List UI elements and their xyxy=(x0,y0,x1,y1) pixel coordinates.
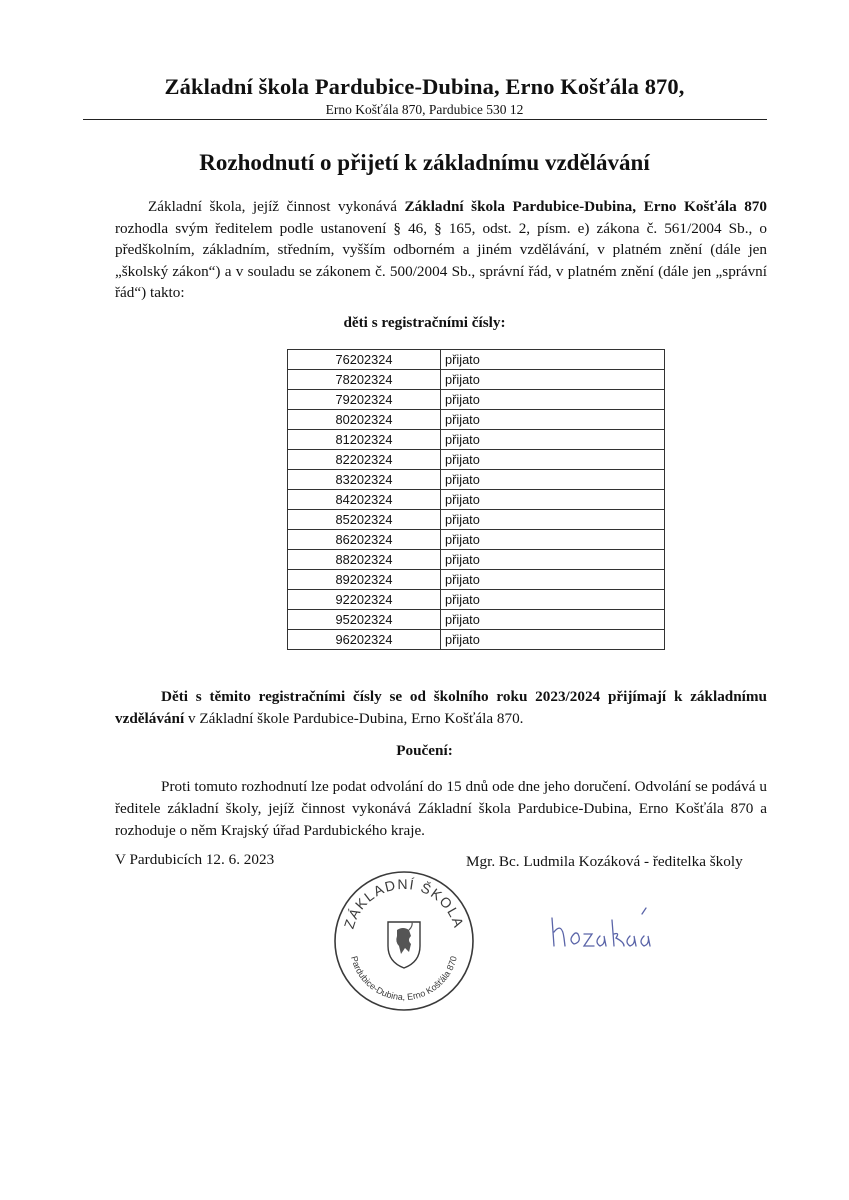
registration-status: přijato xyxy=(441,550,665,570)
registration-status: přijato xyxy=(441,450,665,470)
registration-status: přijato xyxy=(441,630,665,650)
registration-row xyxy=(288,530,665,550)
registration-status: přijato xyxy=(441,470,665,490)
school-stamp xyxy=(333,870,475,1012)
registration-status: přijato xyxy=(441,390,665,410)
registration-number: 82202324 xyxy=(288,450,441,470)
registration-number: 96202324 xyxy=(288,630,441,650)
registration-row xyxy=(288,510,665,530)
school-address: Erno Košťála 870, Pardubice 530 12 xyxy=(325,102,524,117)
registration-row xyxy=(288,470,665,490)
registration-status: přijato xyxy=(441,490,665,510)
registration-row xyxy=(288,410,665,430)
registration-number: 86202324 xyxy=(288,530,441,550)
coat-of-arms-icon xyxy=(388,922,420,968)
school-name-heading: Základní škola Pardubice-Dubina, Erno Košťála 870, xyxy=(164,74,685,99)
registration-status: přijato xyxy=(441,590,665,610)
stamp-top-text: ZÁKLADNÍ ŠKOLA xyxy=(340,875,468,931)
appeal-paragraph xyxy=(115,776,767,842)
registration-status: přijato xyxy=(441,570,665,590)
registration-number: 80202324 xyxy=(288,410,441,430)
registration-row xyxy=(288,350,665,370)
registration-number: 85202324 xyxy=(288,510,441,530)
registration-status: přijato xyxy=(441,530,665,550)
registration-row xyxy=(288,390,665,410)
registration-number: 81202324 xyxy=(288,430,441,450)
registration-row xyxy=(288,490,665,510)
intro-paragraph xyxy=(115,196,767,304)
registration-status: přijato xyxy=(441,370,665,390)
registration-number: 92202324 xyxy=(288,590,441,610)
registration-row xyxy=(288,370,665,390)
registration-number: 76202324 xyxy=(288,350,441,370)
registration-status: přijato xyxy=(441,610,665,630)
signatory-name: Mgr. Bc. Ludmila Kozáková - ředitelka školy xyxy=(466,853,743,870)
registration-number: 83202324 xyxy=(288,470,441,490)
handwritten-signature xyxy=(544,896,704,956)
registration-number: 79202324 xyxy=(288,390,441,410)
registration-row xyxy=(288,550,665,570)
decision-paragraph xyxy=(115,686,767,730)
registration-row xyxy=(288,590,665,610)
registration-row xyxy=(288,430,665,450)
registration-number: 95202324 xyxy=(288,610,441,630)
intro-school-name: Základní škola Pardubice-Dubina, Erno Košťála 870 xyxy=(404,198,767,215)
registration-status: přijato xyxy=(441,410,665,430)
registration-number: 84202324 xyxy=(288,490,441,510)
place-and-date: V Pardubicích 12. 6. 2023 xyxy=(115,851,275,868)
document-title: Rozhodnutí o přijetí k základnímu vzdělávání xyxy=(199,150,650,175)
registration-status: přijato xyxy=(441,350,665,370)
registration-row xyxy=(288,570,665,590)
decision-bold-text: Děti s těmito registračními čísly se od školního roku 2023/2024 přijímají k základnímu vzdělávání xyxy=(115,688,767,727)
decision-rest-text: v Základní škole Pardubice-Dubina, Erno Košťála 870. xyxy=(184,710,524,727)
instruction-heading: Poučení: xyxy=(396,742,453,759)
stamp-bottom-text: Pardubice-Dubina, Erno Košťála 870 xyxy=(349,954,459,1003)
registration-row xyxy=(288,630,665,650)
registration-table xyxy=(287,349,665,650)
intro-text-start: Základní škola, jejíž činnost vykonává xyxy=(148,198,405,215)
intro-text-end: rozhodla svým ředitelem podle ustanovení § 46, § 165, odst. 2, písm. e) zákona č. 561/2004 Sb., o předškolním, základním, středním, vyšším odborném a jiném vzdělávání, v platném znění (dále jen „školský zákon“) a v souladu se zákonem č. 500/2004 Sb., správní řád, v platném znění (dále jen „správní řád“) takto: xyxy=(115,219,767,301)
header-divider xyxy=(83,119,767,120)
registration-number: 78202324 xyxy=(288,370,441,390)
registration-row xyxy=(288,610,665,630)
appeal-text: Proti tomuto rozhodnutí lze podat odvolání do 15 dnů ode dne jeho doručení. Odvolání se podává u ředitele základní školy, jejíž činnost vykonává Základní škola Pardubice-Dubina, Erno Košťála 870 a rozhoduje o něm Krajský úřad Pardubického kraje. xyxy=(115,778,767,839)
registration-number: 88202324 xyxy=(288,550,441,570)
registration-status: přijato xyxy=(441,510,665,530)
registration-row xyxy=(288,450,665,470)
registration-status: přijato xyxy=(441,430,665,450)
registration-number: 89202324 xyxy=(288,570,441,590)
table-caption: děti s registračními čísly: xyxy=(343,314,506,331)
